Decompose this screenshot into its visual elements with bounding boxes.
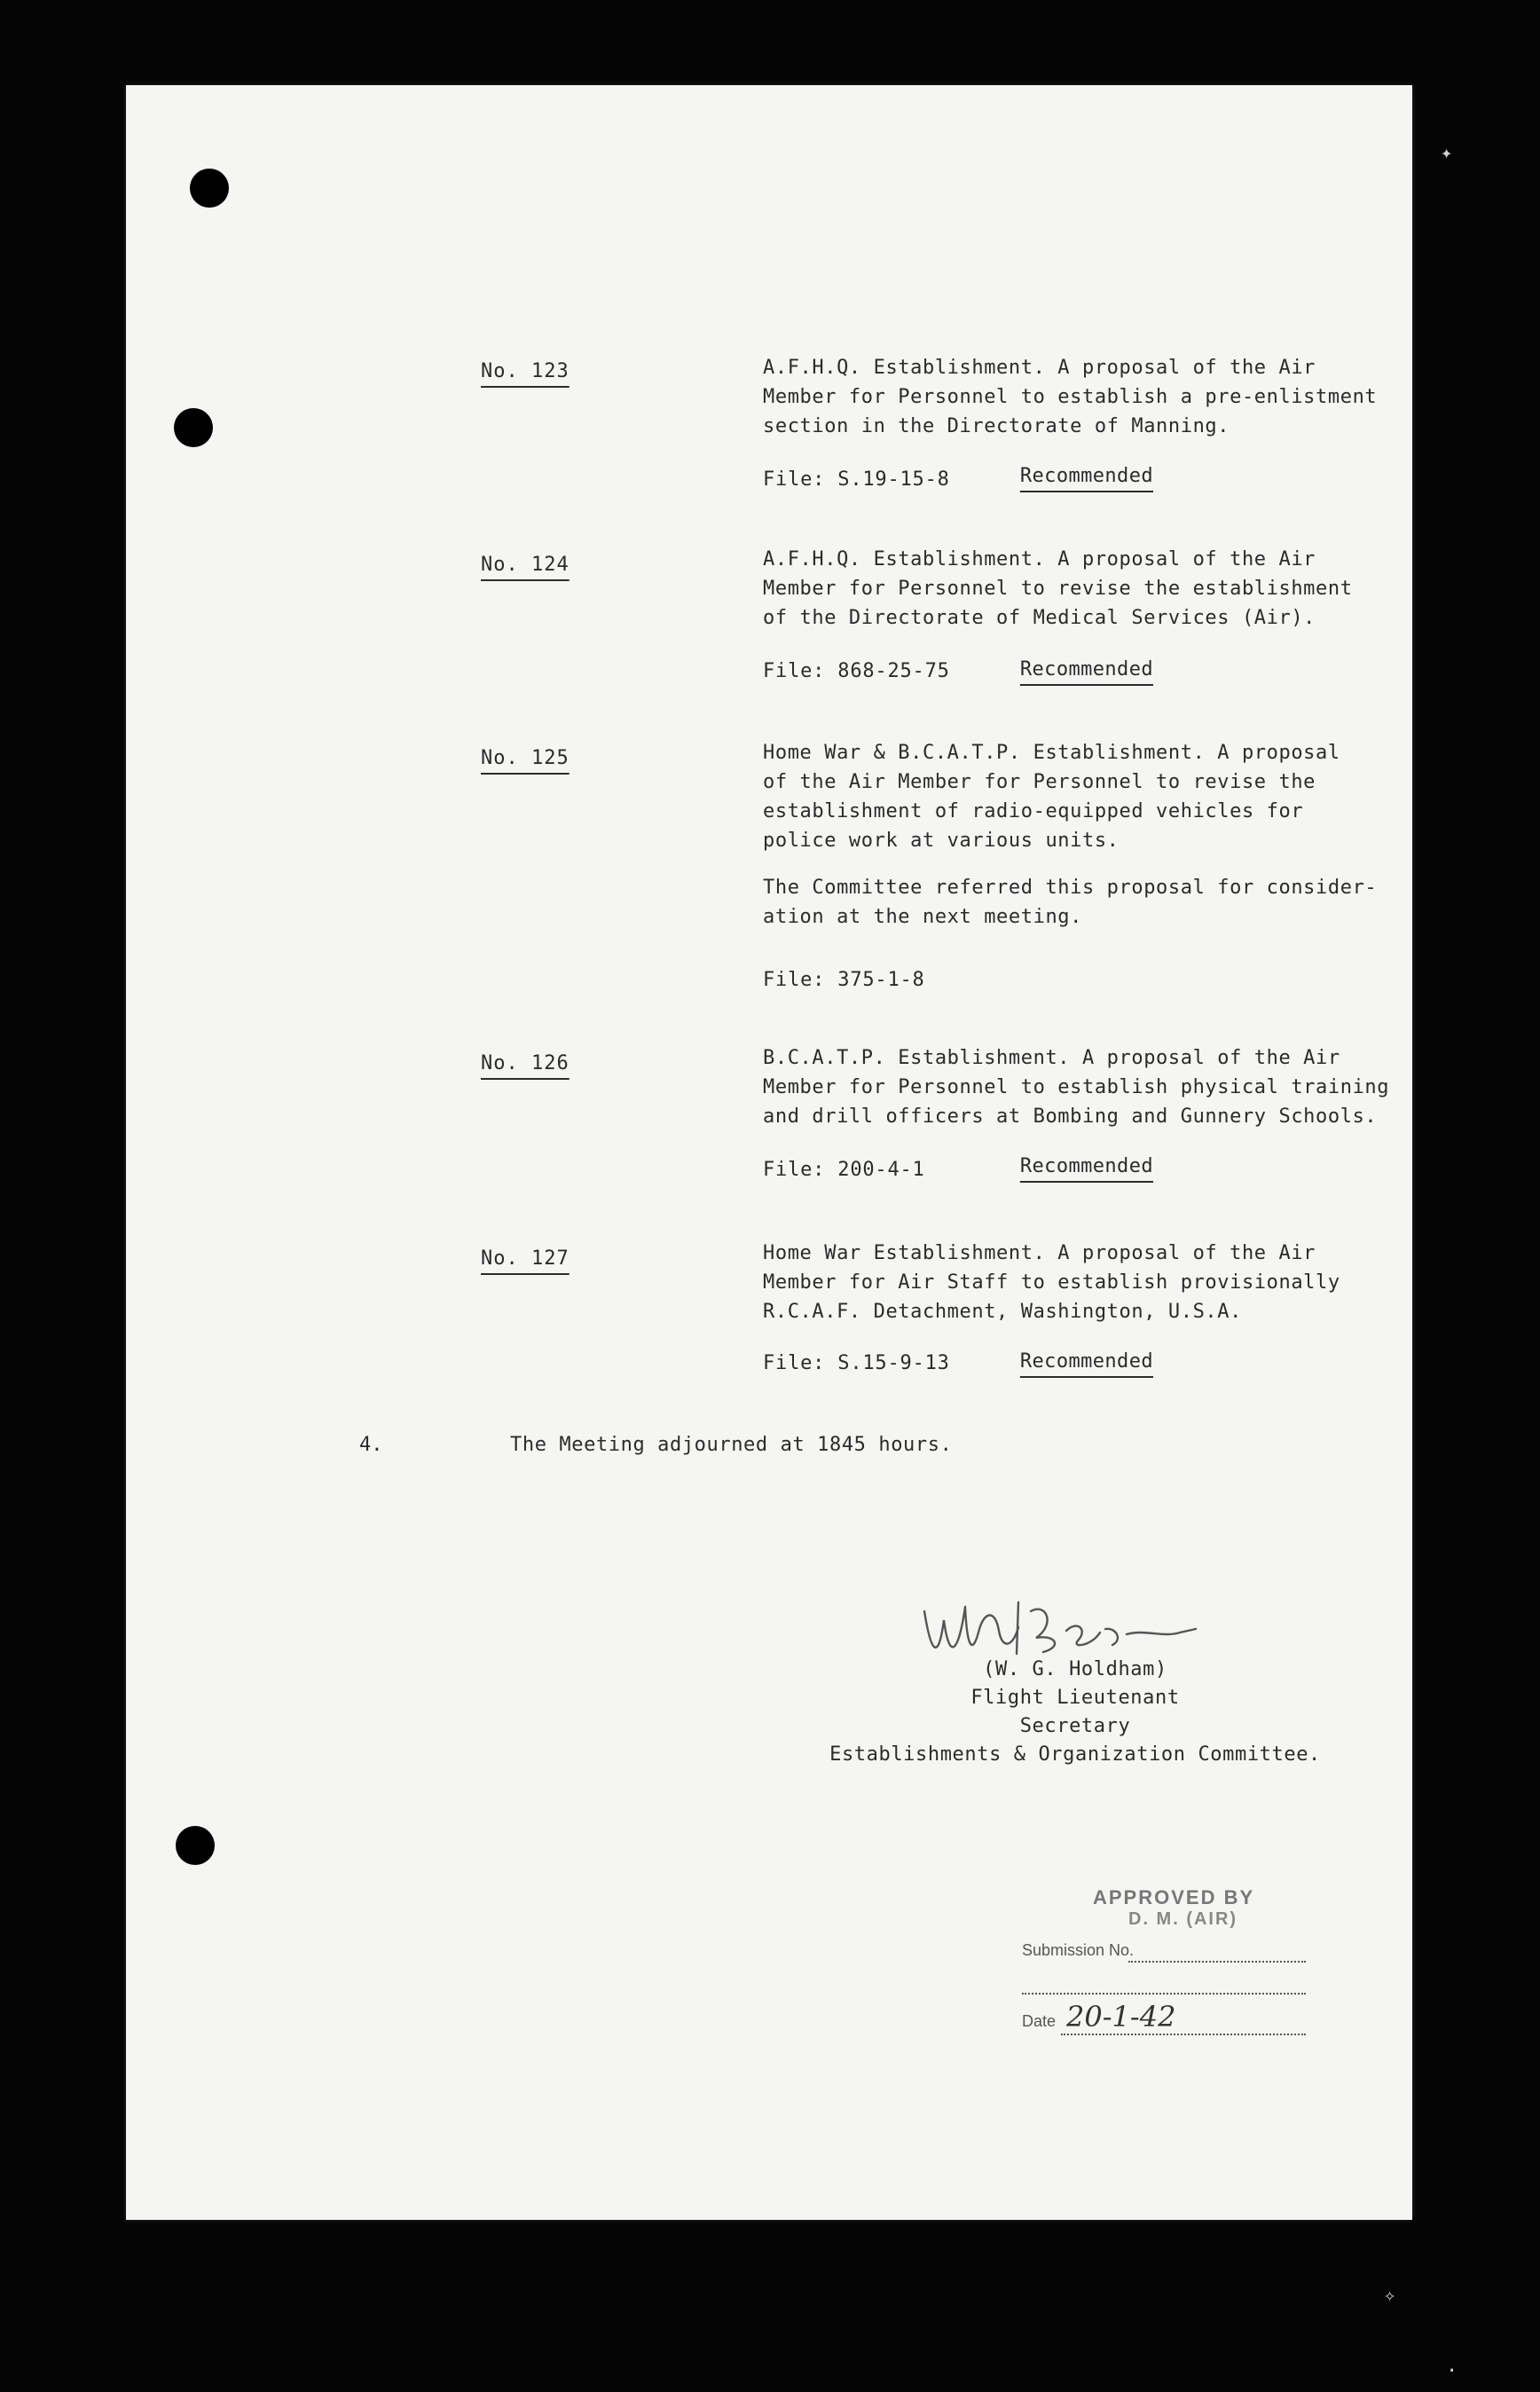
item-status: Recommended [1019,658,1153,681]
stamp-title: APPROVED BY [1093,1886,1255,1908]
stamp-submission-rule [1128,1961,1306,1963]
item-description: B.C.A.T.P. Establishment. A proposal of the Air Member for Personnel to establish physical training and drill officers at Bombing and Gunnery Schools. [763,1047,1390,1128]
item-description: A.F.H.Q. Establishment. A proposal of the Air Member for Personnel to establish a pre-enlistment section in the Directorate of Manning. [763,357,1378,437]
item-number: No. 125 [481,747,570,769]
signatory-name: (W. G. Holdham) [983,1658,1167,1680]
item-description: Home War & B.C.A.T.P. Establishment. A proposal of the Air Member for Personnel to revise the establishment of radio-equipped vehicles for police work at various units. [763,742,1340,852]
stamp-blank-rule [1022,1993,1306,1995]
scan-mark: ✦ [1441,142,1453,164]
item-description: A.F.H.Q. Establishment. A proposal of the Air Member for Personnel to revise the establishment of the Directorate of Medical Services (Air). [763,548,1353,629]
item-description: Home War Establishment. A proposal of the Air Member for Air Staff to establish provisionally R.C.A.F. Detachment, Washington, U.S.A. [763,1242,1340,1323]
punch-hole-middle [174,408,213,447]
item-file: File: 200-4-1 [763,1159,925,1181]
stamp-date-value: 20-1-42 [1066,2000,1176,2034]
punch-hole-top [190,169,229,208]
item-file: File: S.19-15-8 [763,468,950,491]
signature-block [800,1656,1350,1769]
scan-mark: · [1446,2360,1458,2382]
item-status: Recommended [1019,1155,1153,1177]
stamp-date-label: Date [1022,2012,1057,2030]
stamp-subtitle: D. M. (AIR) [1128,1909,1238,1929]
stamp-submission-label: Submission No. [1022,1941,1135,1959]
item-number: No. 126 [481,1052,570,1074]
item-number: No. 123 [481,360,570,382]
item-file: File: S.15-9-13 [763,1352,950,1374]
signatory-rank: Flight Lieutenant [970,1687,1180,1709]
closing-text: The Meeting adjourned at 1845 hours. [510,1434,953,1456]
item-status: Recommended [1019,1350,1153,1373]
punch-hole-bottom [176,1826,215,1865]
signatory-committee: Establishments & Organization Committee. [829,1743,1321,1766]
item-note: The Committee referred this proposal for consider- ation at the next meeting. [763,877,1378,928]
closing-number: 4. [359,1434,383,1456]
item-number: No. 124 [481,554,570,576]
document-page [126,85,1412,2220]
stamp-date-rule [1061,2034,1306,2035]
item-status: Recommended [1019,465,1153,487]
item-file: File: 868-25-75 [763,660,950,682]
scan-mark: ✧ [1384,2285,1396,2307]
item-number: No. 127 [481,1247,570,1270]
signatory-role: Secretary [1019,1715,1131,1737]
item-file: File: 375-1-8 [763,969,925,991]
